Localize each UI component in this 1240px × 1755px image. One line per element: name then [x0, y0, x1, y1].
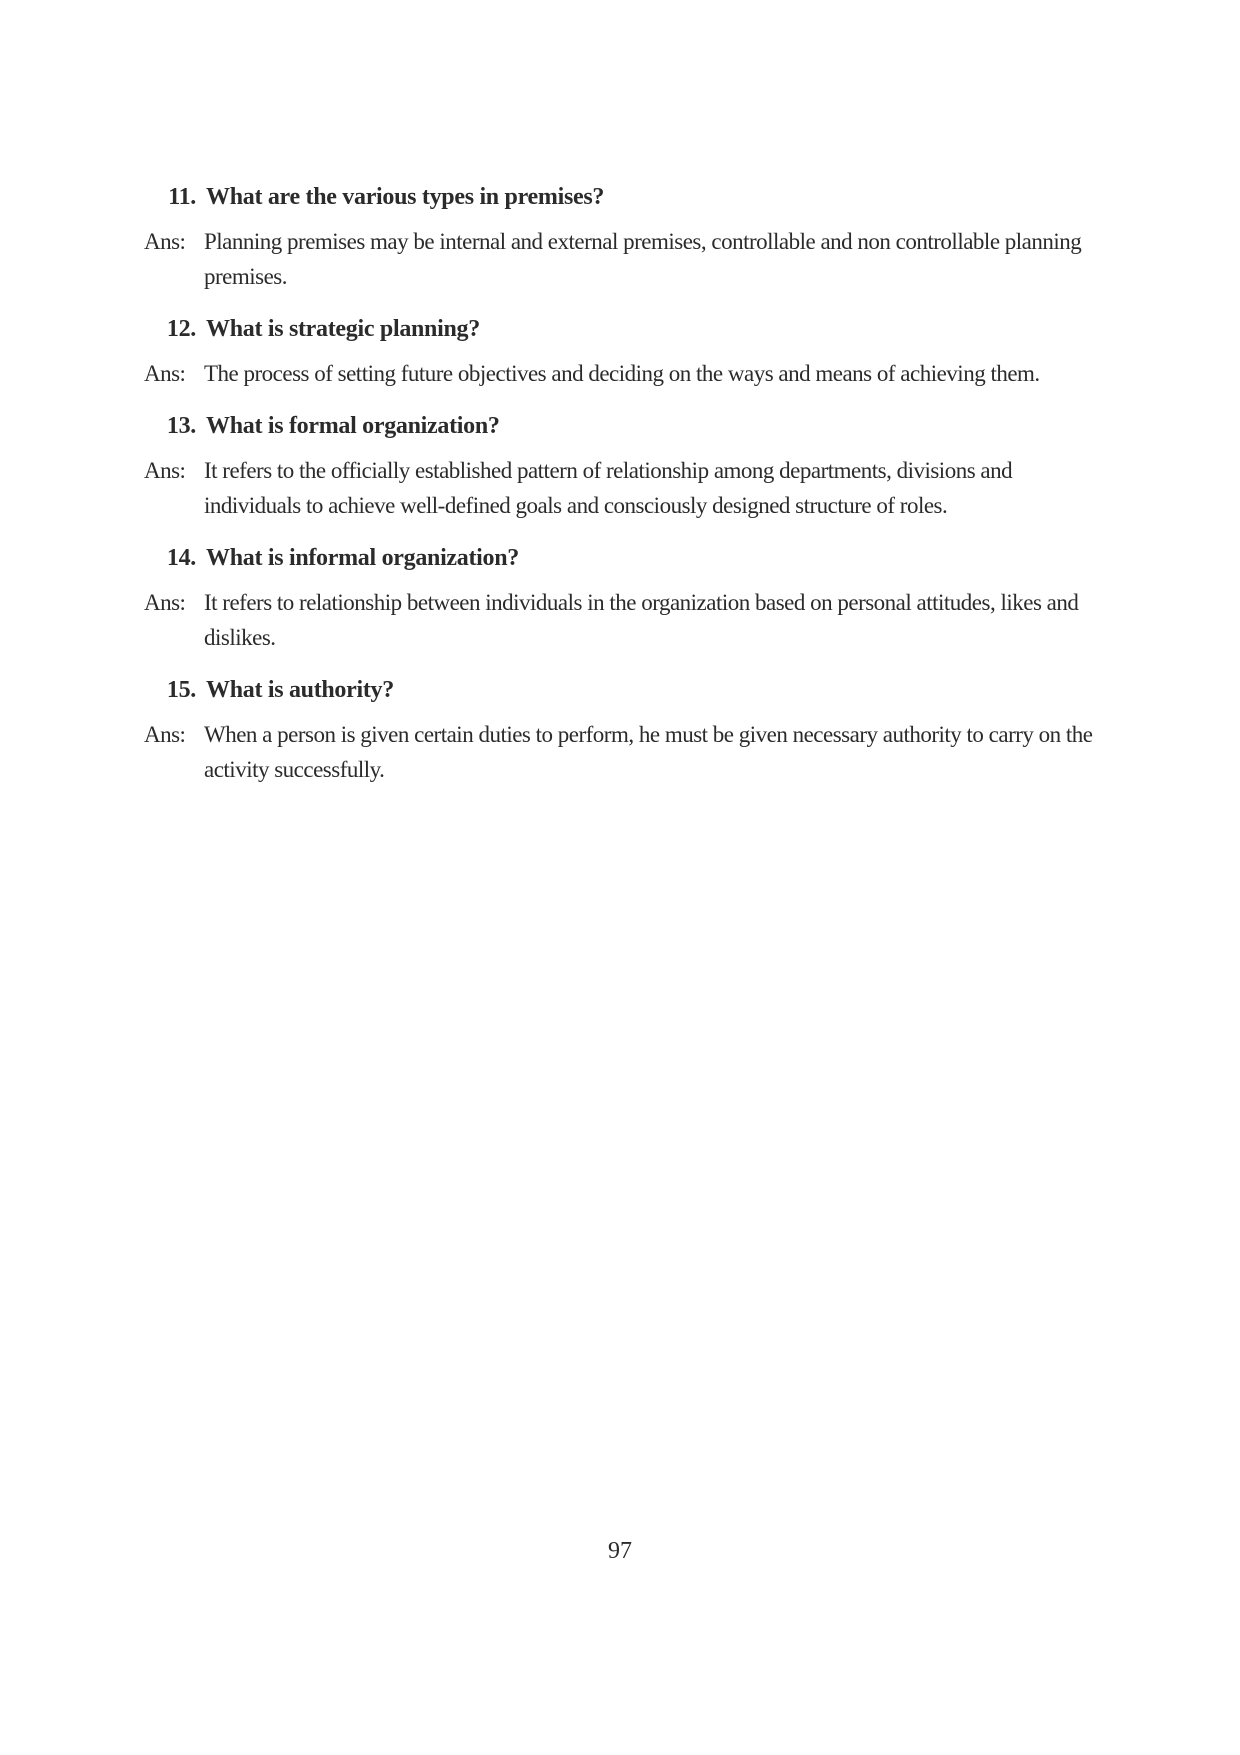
answer-label: Ans: [144, 458, 186, 483]
question-text: What is authority? [206, 677, 394, 703]
qa-item [146, 312, 1096, 391]
question-number: 11. [168, 184, 196, 210]
answer [146, 453, 1096, 523]
question-number-wrap [146, 409, 206, 443]
page-number: 97 [608, 1538, 632, 1564]
answer-text: Planning premises may be internal and external premises, controllable and non controllable planning premises. [204, 229, 1082, 289]
qa-list [146, 180, 1096, 805]
question-number: 14. [166, 545, 196, 571]
qa-item [146, 409, 1096, 523]
answer-label: Ans: [144, 722, 186, 747]
question-text: What are the various types in premises? [206, 184, 605, 210]
answer-label: Ans: [144, 229, 186, 254]
question-number: 12. [166, 316, 196, 342]
question-number: 13. [166, 413, 196, 439]
answer-label: Ans: [144, 361, 186, 386]
qa-item [146, 180, 1096, 294]
question-text: What is formal organization? [206, 413, 500, 439]
question [146, 409, 1096, 443]
question-number-wrap [146, 541, 206, 575]
qa-item [146, 541, 1096, 655]
question [146, 180, 1096, 214]
question [146, 312, 1096, 346]
question-number-wrap [146, 180, 206, 214]
question-number: 15. [166, 677, 196, 703]
answer-text: When a person is given certain duties to perform, he must be given necessary authority to carry on the activity successfully. [204, 722, 1093, 782]
qa-item [146, 673, 1096, 787]
answer [146, 224, 1096, 294]
question-text: What is strategic planning? [206, 316, 480, 342]
question-number-wrap [146, 673, 206, 707]
answer-text: It refers to the officially established pattern of relationship among departments, divisions and individuals to achieve well-defined goals and consciously designed structure of roles. [204, 458, 1013, 518]
answer [146, 717, 1096, 787]
question-text: What is informal organization? [206, 545, 519, 571]
answer [146, 356, 1096, 391]
question [146, 541, 1096, 575]
answer-text: It refers to relationship between individuals in the organization based on personal attitudes, likes and dislikes. [204, 590, 1079, 650]
question [146, 673, 1096, 707]
answer [146, 585, 1096, 655]
answer-text: The process of setting future objectives and deciding on the ways and means of achieving them. [204, 361, 1040, 386]
question-number-wrap [146, 312, 206, 346]
answer-label: Ans: [144, 590, 186, 615]
